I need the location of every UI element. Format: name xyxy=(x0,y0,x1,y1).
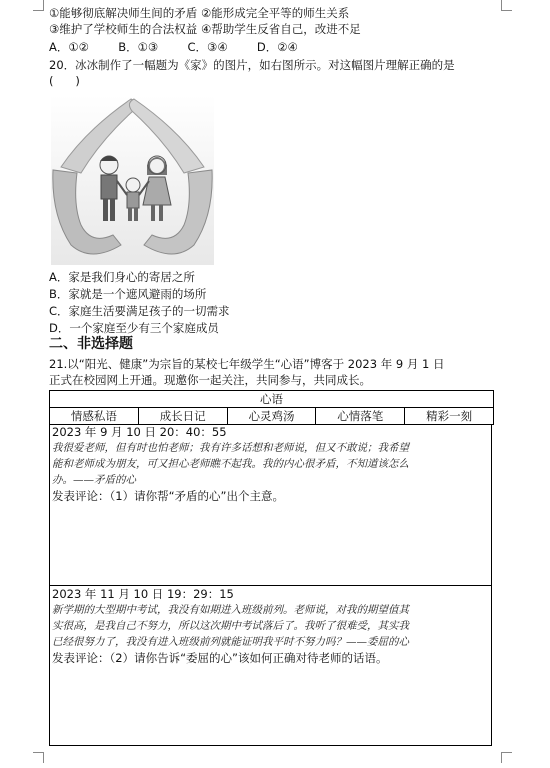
blog-tab: 精彩一刻 xyxy=(405,408,494,425)
blog-entry-1 xyxy=(49,424,492,586)
entry-text-line: 办。——矛盾的心 xyxy=(52,474,136,486)
q20-answer-paren: ( ) xyxy=(49,74,80,88)
entry-text-line: 已经很努力了，我没有进入班级前列就能证明我平时不努力吗？——委屈的心 xyxy=(52,636,409,648)
corner-mark-bottom-right xyxy=(501,752,512,763)
corner-mark-top-left xyxy=(33,0,44,11)
blog-entry-2 xyxy=(49,586,492,746)
corner-mark-bottom-left xyxy=(33,752,44,763)
q20-option-d: D．一个家庭至少有三个家庭成员 xyxy=(49,321,219,335)
family-home-illustration xyxy=(51,95,214,265)
q20-option-c: C．家庭生活要满足孩子的一切需求 xyxy=(49,304,230,318)
entry-timestamp: 2023 年 11 月 10 日 19：29：15 xyxy=(52,587,234,601)
comment-prompt-1: 发表评论：（1）请你帮“矛盾的心”出个主意。 xyxy=(52,489,284,503)
option-line-2: ③维护了学校师生的合法权益 ④帮助学生反省自己，改进不足 xyxy=(49,22,361,36)
q20-stem: 20．冰冰制作了一幅题为《家》的图片，如右图所示。对这幅图片理解正确的是 xyxy=(49,58,455,72)
q20-option-a: A．家是我们身心的寄居之所 xyxy=(49,270,195,284)
q20-option-b: B．家就是一个遮风避雨的场所 xyxy=(49,287,207,301)
blog-tab: 心情落笔 xyxy=(316,408,405,425)
q21-stem-line-1: 21.以“阳光、健康”为宗旨的某校七年级学生“心语”博客于 2023 年 9 月 1 日 xyxy=(49,357,445,371)
blog-tab: 成长日记 xyxy=(138,408,227,425)
corner-mark-top-right xyxy=(501,0,512,11)
blog-tab: 心灵鸡汤 xyxy=(227,408,316,425)
entry-text-line: 新学期的大型期中考试，我没有如期进入班级前列。老师说，对我的期望值其 xyxy=(52,604,409,616)
entry-text-line: 我很爱老师，但有时也怕老师；我有许多话想和老师说，但又不敢说；我希望 xyxy=(52,442,409,454)
entry-text-line: 能和老师成为朋友，可又担心老师瞧不起我。我的内心很矛盾，不知道该怎么 xyxy=(52,458,409,470)
blog-tab: 情感私语 xyxy=(50,408,139,425)
blog-header-table xyxy=(49,390,494,425)
q21-stem-line-2: 正式在校园网上开通。现邀你一起关注，共同参与，共同成长。 xyxy=(49,373,371,387)
answer-choices: A．①② B．①③ C．③④ D．②④ xyxy=(49,40,298,54)
blog-title: 心语 xyxy=(50,391,494,408)
comment-prompt-2: 发表评论：（2）请你告诉“委屈的心”该如何正确对待老师的话语。 xyxy=(52,651,388,665)
entry-text-line: 实很高，是我自己不努力，所以这次期中考试落后了。我听了很难受，其实我 xyxy=(52,620,409,632)
entry-timestamp: 2023 年 9 月 10 日 20：40：55 xyxy=(52,425,227,439)
option-line-1: ①能够彻底解决师生间的矛盾 ②能形成完全平等的师生关系 xyxy=(49,6,350,20)
section-heading: 二、非选择题 xyxy=(49,336,133,352)
